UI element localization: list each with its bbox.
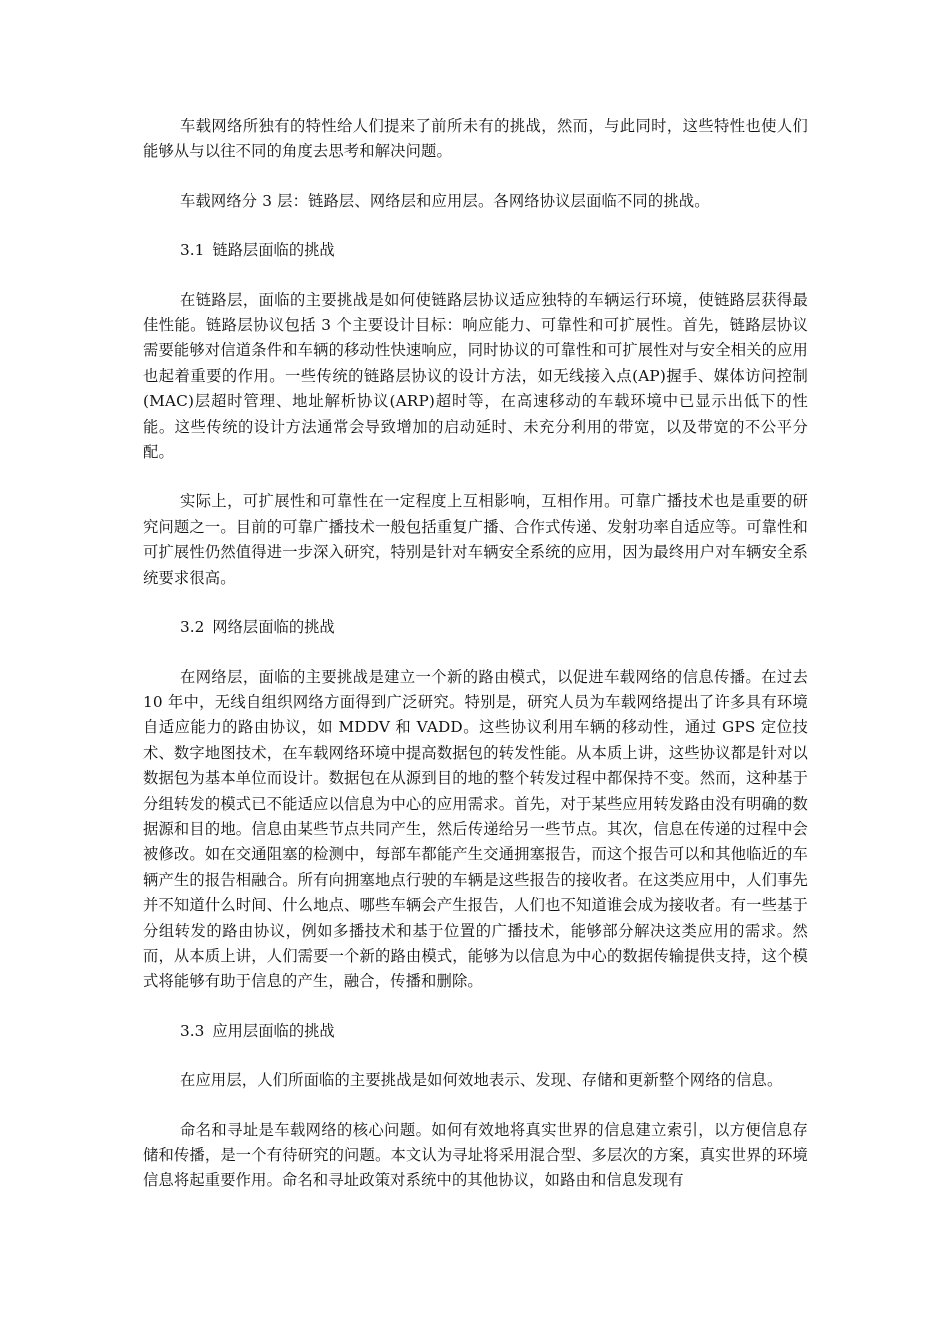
section-heading-3-1 <box>143 238 808 263</box>
section-number: 3.3 <box>180 1021 205 1040</box>
intro-paragraph-1: 车载网络所独有的特性给人们提来了前所未有的挑战，然而，与此同时，这些特性也使人们能够从与以往不同的角度去思考和解决问题。 <box>143 117 808 161</box>
section-number: 3.1 <box>180 241 205 260</box>
section-title: 链路层面临的挑战 <box>212 241 335 260</box>
application-layer-paragraph-2: 命名和寻址是车载网络的核心问题。如何有效地将真实世界的信息建立索引，以方便信息存储和传播，是一个有待研究的问题。本文认为寻址将采用混合型、多层次的方案，真实世界的环境信息将起重要作用。命名和寻址政策对系统中的其他协议，如路由和信息发现有 <box>143 1120 808 1190</box>
section-heading-3-2 <box>143 615 808 640</box>
section-title: 应用层面临的挑战 <box>212 1021 335 1040</box>
intro-paragraph-2: 车载网络分 3 层：链路层、网络层和应用层。各网络协议层面临不同的挑战。 <box>180 191 710 210</box>
link-layer-paragraph-1: 在链路层，面临的主要挑战是如何使链路层协议适应独特的车辆运行环境，使链路层获得最佳性能。链路层协议包括 3 个主要设计目标：响应能力、可靠性和可扩展性。首先，链路层协议需要能够对信道条件和车辆的移动性快速响应，同时协议的可靠性和可扩展性对与安全相关的应用也起着重要的作用。一些传统的链路层协议的设计方法，如无线接入点(AP)握手、媒体访问控制(MAC)层超时管理、地址解析协议(ARP)超时等，在高速移动的车载环境中已显示出低下的性能。这些传统的设计方法通常会导致增加的启动延时、未充分利用的带宽，以及带宽的不公平分配。 <box>143 290 808 462</box>
section-heading-3-3 <box>143 1019 808 1044</box>
section-number: 3.2 <box>180 618 205 637</box>
network-layer-paragraph: 在网络层，面临的主要挑战是建立一个新的路由模式，以促进车载网络的信息传播。在过去 10 年中，无线自组织网络方面得到广泛研究。特别是，研究人员为车载网络提出了许多具有环境自适应能力的路由协议，如 MDDV 和 VADD。这些协议利用车辆的移动性，通过 GPS 定位技术、数字地图技术，在车载网络环境中提高数据包的转发性能。从本质上讲，这些协议都是针对以数据包为基本单位而设计。数据包在从源到目的地的整个转发过程中都保持不变。然而，这种基于分组转发的模式已不能适应以信息为中心的应用需求。首先，对于某些应用转发路由没有明确的数据源和目的地。信息由某些节点共同产生，然后传递给另一些节点。其次，信息在传递的过程中会被修改。如在交通阻塞的检测中，每部车都能产生交通拥塞报告，而这个报告可以和其他临近的车辆产生的报告相融合。所有向拥塞地点行驶的车辆是这些报告的接收者。在这类应用中，人们事先并不知道什么时间、什么地点、哪些车辆会产生报告，人们也不知道谁会成为接收者。有一些基于分组转发的路由协议，例如多播技术和基于位置的广播技术，能够部分解决这类应用的需求。然而，从本质上讲，人们需要一个新的路由模式，能够为以信息为中心的数据传输提供支持，这个模式将能够有助于信息的产生，融合，传播和删除。 <box>143 667 808 991</box>
link-layer-paragraph-2: 实际上，可扩展性和可靠性在一定程度上互相影响，互相作用。可靠广播技术也是重要的研究问题之一。目前的可靠广播技术一般包括重复广播、合作式传递、发射功率自适应等。可靠性和可扩展性仍然值得进一步深入研究，特别是针对车辆安全系统的应用，因为最终用户对车辆安全系统要求很高。 <box>143 492 808 587</box>
page-body <box>143 114 808 1218</box>
section-title: 网络层面临的挑战 <box>212 618 335 637</box>
application-layer-paragraph-1: 在应用层，人们所面临的主要挑战是如何效地表示、发现、存储和更新整个网络的信息。 <box>180 1071 783 1090</box>
